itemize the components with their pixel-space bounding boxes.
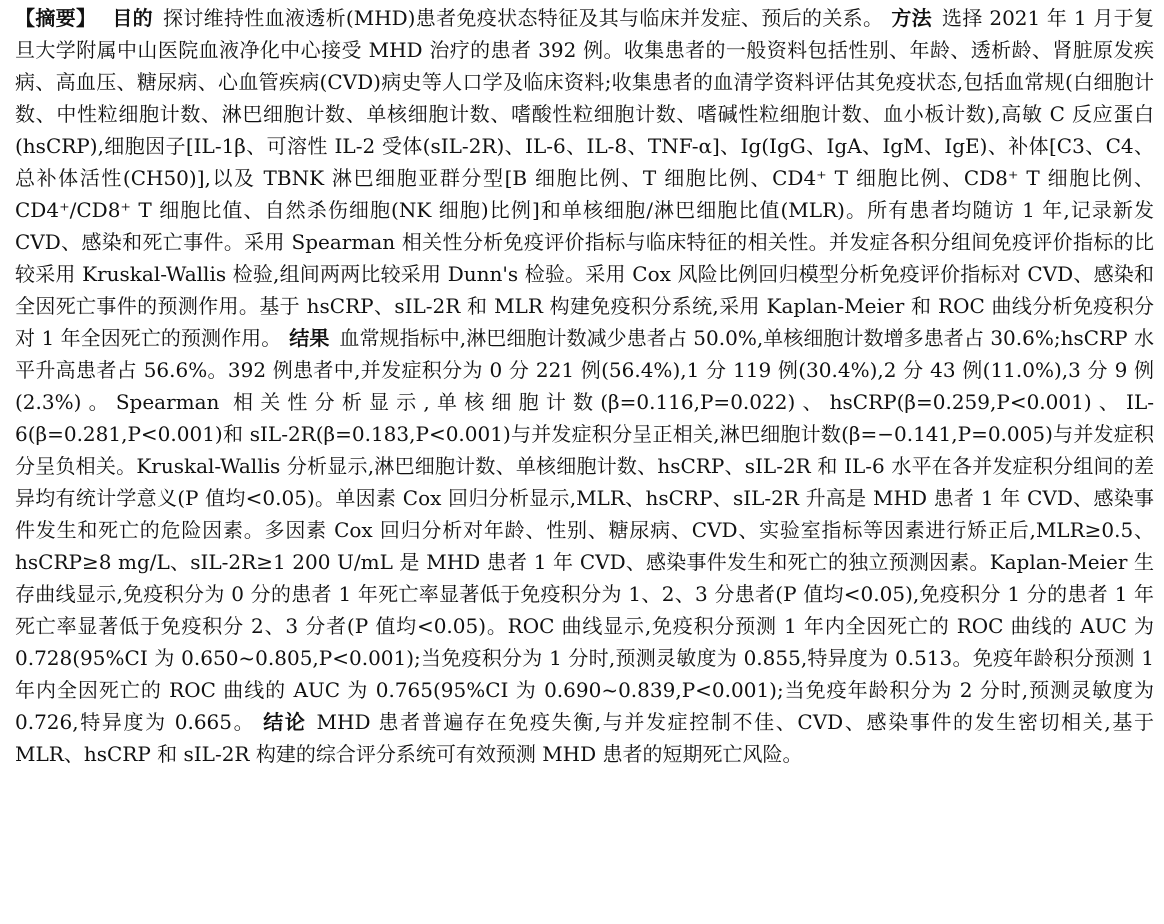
conclusion-text: MHD 患者普遍存在免疫失衡,与并发症控制不佳、CVD、感染事件的发生密切相关,基于 MLR、hsCRP 和 sIL-2R 构建的综合评分系统可有效预测 MHD 患者的短期死亡风险。 bbox=[15, 710, 1154, 766]
conclusion-label: 结论 bbox=[263, 710, 307, 734]
methods-text: 选择 2021 年 1 月于复旦大学附属中山医院血液净化中心接受 MHD 治疗的患者 392 例。收集患者的一般资料包括性别、年龄、透析龄、肾脏原发疾病、高血压、糖尿病、心血管疾病(CVD)病史等人口学及临床资料;收集患者的血清学资料评估其免疫状态,包括血常规(白细胞计数、中性粒细胞计数、淋巴细胞计数、单核细胞计数、嗜酸性粒细胞计数、嗜碱性粒细胞计数、血小板计数),高敏 C 反应蛋白(hsCRP),细胞因子[IL-1β、可溶性 IL-2 受体(sIL-2R)、IL-6、IL-8、TNF-α]、Ig(IgG、IgA、IgM、IgE)、补体[C3、C4、总补体活性(CH50)],以及 TBNK 淋巴细胞亚群分型[B 细胞比例、T 细胞比例、CD4⁺ T 细胞比例、CD8⁺ T 细胞比例、CD4⁺/CD8⁺ T 细胞比值、自然杀伤细胞(NK 细胞)比例]和单核细胞/淋巴细胞比值(MLR)。所有患者均随访 1 年,记录新发 CVD、感染和死亡事件。采用 Spearman 相关性分析免疫评价指标与临床特征的相关性。并发症各积分组间免疫评价指标的比较采用 Kruskal-Wallis 检验,组间两两比较采用 Dunn's 检验。采用 Cox 风险比例回归模型分析免疫评价指标对 CVD、感染和全因死亡事件的预测作用。基于 hsCRP、sIL-2R 和 MLR 构建免疫积分系统,采用 Kaplan-Meier 和 ROC 曲线分析免疫积分对 1 年全因死亡的预测作用。 bbox=[15, 6, 1155, 350]
objective-label: 目的 bbox=[112, 6, 153, 30]
results-label: 结果 bbox=[289, 326, 330, 350]
methods-label: 方法 bbox=[891, 6, 932, 30]
results-text: 血常规指标中,淋巴细胞计数减少患者占 50.0%,单核细胞计数增多患者占 30.6%;hsCRP 水平升高患者占 56.6%。392 例患者中,并发症积分为 0 分 221 例(56.4%),1 分 119 例(30.4%),2 分 43 例(11.0%),3 分 9 例(2.3%)。Spearman 相关性分析显示,单核细胞计数(β=0.116,P=0.022)、hsCRP(β=0.259,P<0.001)、IL-6(β=0.281,P<0.001)和 sIL-2R(β=0.183,P<0.001)与并发症积分呈正相关,淋巴细胞计数(β=−0.141,P=0.005)与并发症积分呈负相关。Kruskal-Wallis 分析显示,淋巴细胞计数、单核细胞计数、hsCRP、sIL-2R 和 IL-6 水平在各并发症积分组间的差异均有统计学意义(P 值均<0.05)。单因素 Cox 回归分析显示,MLR、hsCRP、sIL-2R 升高是 MHD 患者 1 年 CVD、感染事件发生和死亡的危险因素。多因素 Cox 回归分析对年龄、性别、糖尿病、CVD、实验室指标等因素进行矫正后,MLR≥0.5、hsCRP≥8 mg/L、sIL-2R≥1 200 U/mL 是 MHD 患者 1 年 CVD、感染事件发生和死亡的独立预测因素。Kaplan-Meier 生存曲线显示,免疫积分为 0 分的患者 1 年死亡率显著低于免疫积分为 1、2、3 分患者(P 值均<0.05),免疫积分 1 分的患者 1 年死亡率显著低于免疫积分 2、3 分者(P 值均<0.05)。ROC 曲线显示,免疫积分预测 1 年内全因死亡的 ROC 曲线的 AUC 为 0.728(95%CI 为 0.650~0.805,P<0.001);当免疫积分为 1 分时,预测灵敏度为 0.855,特异度为 0.513。免疫年龄积分预测 1 年内全因死亡的 ROC 曲线的 AUC 为 0.765(95%CI 为 0.690~0.839,P<0.001);当免疫年龄积分为 2 分时,预测灵敏度为 0.726,特异度为 0.665。 bbox=[15, 326, 1154, 734]
abstract-paragraph bbox=[15, 2, 1154, 770]
objective-text: 探讨维持性血液透析(MHD)患者免疫状态特征及其与临床并发症、预后的关系。 bbox=[162, 6, 884, 30]
abstract-label: 【摘要】 bbox=[15, 6, 97, 30]
